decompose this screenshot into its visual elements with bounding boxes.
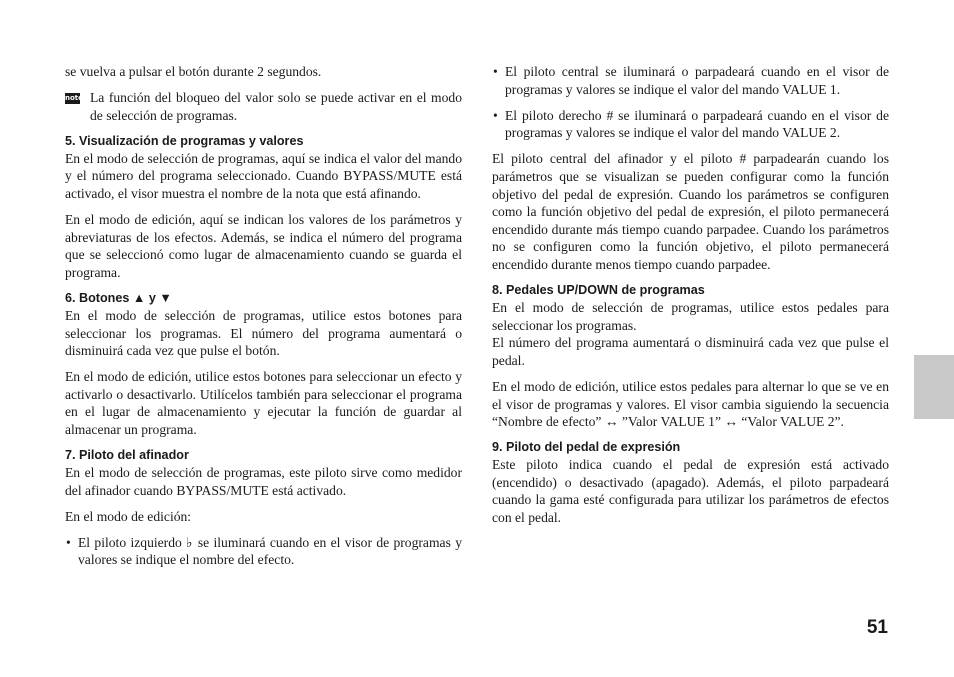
section-7-heading: 7. Piloto del afinador — [65, 448, 189, 463]
page-edge-tab — [914, 355, 954, 419]
bullet-center-led: • El piloto central se iluminará o parpadeará cuando en el visor de programas y valores se indique el valor del mando VALUE 1. — [492, 63, 889, 98]
continuation-text: se vuelva a pulsar el botón durante 2 segundos. — [65, 64, 322, 79]
section-9-paragraph-1: Este piloto indica cuando el pedal de expresión está activado (encendido) o desactivado (apagado). Además, el piloto parpadeará cuando la gama esté configurada para utilizar los parámetros de efectos con el pedal. — [492, 457, 889, 525]
page-number: 51 — [866, 617, 888, 638]
section-7-bullet-left-led: • El piloto izquierdo ♭ se iluminará cuando en el visor de programas y valores se indique el nombre del efecto. — [65, 534, 462, 569]
section-5-paragraph-1: En el modo de selección de programas, aquí se indica el valor del mando y el número del programa seleccionado. Cuando BYPASS/MUTE está activado, el visor muestra el nombre de la nota que está afinando. — [65, 150, 462, 201]
section-5-paragraph-2: En el modo de edición, aquí se indican los valores de los parámetros y abreviaturas de los efectos. Además, se indica el número del programa que se seleccionó como lugar de almacenamiento cuando se guarda el programa. — [65, 212, 462, 280]
bullet-right-led: • El piloto derecho # se iluminará o parpadeará cuando en el visor de programas y valores se indique el valor del mando VALUE 2. — [492, 107, 889, 142]
section-8-paragraph-1: En el modo de selección de programas, utilice estos pedales para seleccionar los programas. — [492, 300, 889, 333]
section-6-heading: 6. Botones ▲ y ▼ — [65, 290, 172, 305]
note-text: La función del bloqueo del valor solo se puede activar en el modo de selección de programas. — [90, 90, 462, 123]
section-9-heading: 9. Piloto del pedal de expresión — [492, 440, 681, 455]
note-block — [65, 89, 462, 124]
section-5-heading: 5. Visualización de programas y valores — [65, 133, 304, 148]
section-8-heading: 8. Pedales UP/DOWN de programas — [492, 283, 705, 298]
tuner-led-paragraph: El piloto central del afinador y el piloto # parpadearán cuando los parámetros que se visualizan se pueden configurar como la función objetivo del pedal de expresión. Cuando los parámetros se configuren como la función objetivo del pedal de expresión, el piloto permanecerá encendido durante más tiempo cuando parpadee. Cuando los parámetros no se configuren como la función objetivo, el piloto permanecerá encendido durante menos tiempo cuando parpadee. — [492, 151, 889, 272]
section-6-paragraph-2: En el modo de edición, utilice estos botones para seleccionar un efecto y activarlo o desactivarlo. Utilícelos también para seleccionar el programa en el lugar de almacenamiento y ejecutar la función de guardar al almacenar un programa. — [65, 369, 462, 437]
right-column — [492, 63, 889, 535]
section-8-paragraph-2: El número del programa aumentará o disminuirá cada vez que pulse el pedal. — [492, 335, 889, 368]
left-column — [65, 63, 462, 578]
section-8-paragraph-3: En el modo de edición, utilice estos pedales para alternar lo que se ve en el visor de programas y valores. El visor cambia siguiendo la secuencia “Nombre de efecto” ↔ ”Valor VALUE 1” ↔ “Valor VALUE 2”. — [492, 378, 889, 430]
section-6-paragraph-1: En el modo de selección de programas, utilice estos botones para seleccionar los programas. El número del programa aumentará o disminuirá cada vez que pulse el botón. — [65, 307, 462, 359]
section-7-paragraph-2: En el modo de edición: — [65, 508, 192, 524]
section-7-paragraph-1: En el modo de selección de programas, este piloto sirve como medidor del afinador cuando BYPASS/MUTE está activado. — [65, 465, 462, 498]
note-icon: note — [65, 94, 83, 103]
